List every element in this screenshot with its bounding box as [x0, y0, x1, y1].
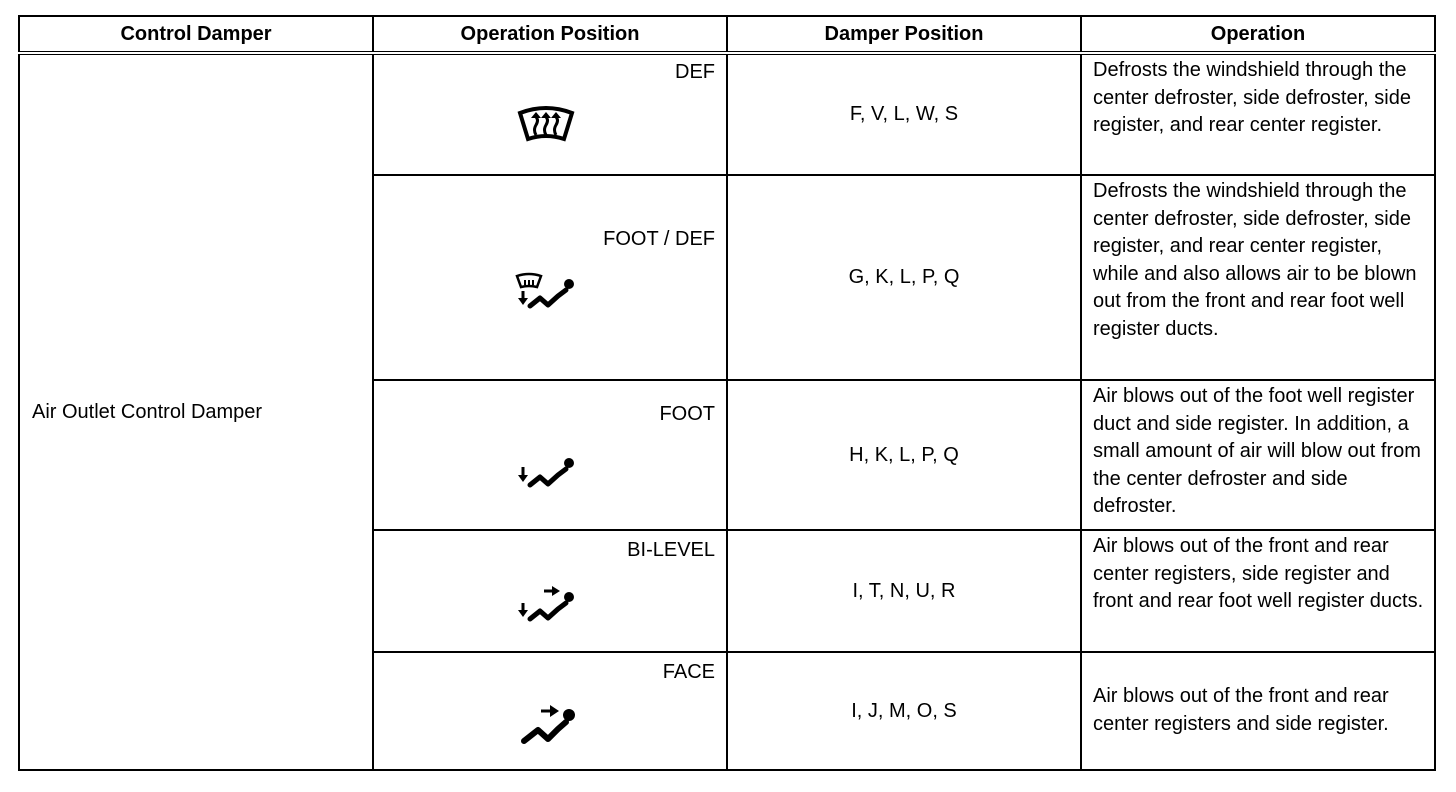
damper-position-value: F, V, L, W, S [849, 103, 959, 125]
table-row [19, 53, 1435, 175]
mode-label: FOOT [659, 403, 715, 425]
control-damper-name: Air Outlet Control Damper [32, 400, 263, 423]
operation-text: Air blows out of the front and rear center registers and side register. [1093, 685, 1389, 735]
foot-icon [514, 451, 578, 495]
header-operation: Operation [1081, 16, 1435, 53]
operation-position-cell [373, 175, 727, 380]
operation-cell [1081, 530, 1435, 652]
header-row [19, 16, 1435, 53]
damper-position-value: I, T, N, U, R [852, 579, 956, 602]
mode-label: BI-LEVEL [627, 539, 715, 561]
operation-text: Air blows out of the foot well register duct and side register. In addition, a small amount of air will blow out from the center defroster and side defroster. [1093, 385, 1421, 518]
mode-label: FOOT / DEF [603, 228, 715, 250]
operation-position-cell [373, 530, 727, 652]
operation-position-cell [373, 53, 727, 175]
operation-cell [1081, 652, 1435, 770]
header-damper-position: Damper Position [727, 16, 1081, 53]
header-operation-position: Operation Position [373, 16, 727, 53]
damper-position-cell [727, 380, 1081, 530]
control-damper-cell [19, 53, 373, 770]
operation-text: Defrosts the windshield through the center defroster, side defroster, side register, and rear center register, while and also allows air to be blown out from the front and rear foot well register ducts. [1093, 180, 1417, 340]
damper-position-cell [727, 530, 1081, 652]
operation-position-cell [373, 380, 727, 530]
foot-defroster-icon [514, 272, 578, 316]
operation-cell [1081, 380, 1435, 530]
damper-position-value: H, K, L, P, Q [849, 443, 959, 466]
defroster-icon [514, 105, 578, 149]
operation-text: Defrosts the windshield through the center defroster, side defroster, side register, and rear center register. [1093, 59, 1411, 137]
damper-position-value: G, K, L, P, Q [848, 266, 960, 288]
damper-position-cell [727, 175, 1081, 380]
damper-position-cell [727, 652, 1081, 770]
damper-table [18, 15, 1436, 771]
face-icon [514, 703, 578, 747]
operation-cell [1081, 175, 1435, 380]
header-control-damper: Control Damper [19, 16, 373, 53]
bi-level-icon [514, 585, 578, 629]
mode-label: FACE [662, 661, 715, 683]
operation-cell [1081, 53, 1435, 175]
mode-label: DEF [675, 61, 715, 83]
operation-text: Air blows out of the front and rear center registers, side register and front and rear foot well register ducts. [1093, 535, 1424, 613]
damper-position-cell [727, 53, 1081, 175]
damper-table-container [18, 15, 1436, 774]
damper-position-value: I, J, M, O, S [851, 699, 957, 722]
operation-position-cell [373, 652, 727, 770]
